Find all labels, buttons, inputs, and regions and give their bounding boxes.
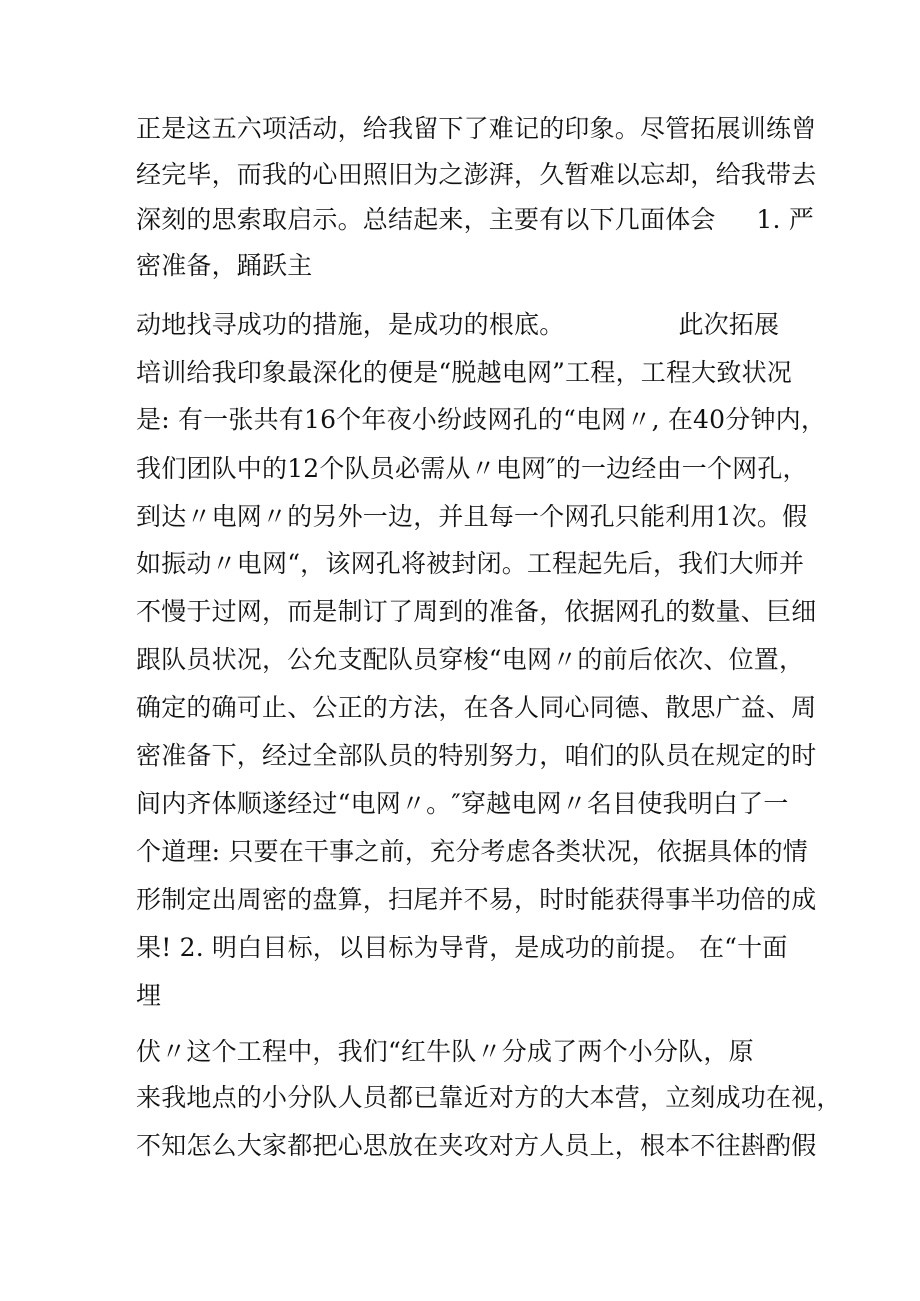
text-line: 正是这五六项活动，给我留下了难记的印象。尽管拓展训练曾 bbox=[136, 114, 817, 143]
text-line: 密准备，踊跃主 bbox=[136, 251, 313, 280]
text-line: 到达〃电网〃的另外一边，并且每一个网孔只能利用1次。假 bbox=[136, 502, 808, 531]
text-line: 不慢于过网，而是制订了周到的准备，依据网孔的数量、巨细 bbox=[136, 597, 817, 626]
text-line: 间内齐体顺遂经过“电网〃。″穿越电网〃名目使我明白了一 bbox=[136, 789, 789, 818]
text-line: 跟队员状况，公允支配队员穿梭“电网〃的前后依次、位置， bbox=[136, 645, 805, 674]
text-line: 确定的确可止、公正的方法，在各人同心同德、散思广益、周 bbox=[136, 693, 817, 722]
text-line: 果! 2. 明白目标，以目标为导背，是成功的前提。 在“十面 bbox=[136, 933, 788, 962]
text-line: 是: 有一张共有16个年夜小纷歧网孔的“电网〃, 在40分钟内， bbox=[136, 405, 827, 434]
text-line: 如振动〃电网“，该网孔将被封闭。工程起先后，我们大师并 bbox=[136, 549, 805, 578]
text-line: 不知怎么大家都把心思放在夹攻对方人员上，根本不往斟酌假 bbox=[136, 1131, 817, 1160]
text-line: 伏〃这个工程中，我们“红牛队〃分成了两个小分队，原 bbox=[136, 1037, 754, 1066]
text-line: 动地找寻成功的措施，是成功的根底。 此次拓展 bbox=[136, 310, 780, 339]
text-line: 培训给我印象最深化的便是“脱越电网”工程，工程大致状况 bbox=[136, 358, 792, 387]
text-line: 来我地点的小分队人员都已靠近对方的大本营，立刻成功在视， bbox=[136, 1083, 842, 1112]
text-line: 密准备下，经过全部队员的特别努力，咱们的队员在规定的时 bbox=[136, 741, 817, 770]
text-line: 深刻的思索取启示。总结起来，主要有以下几面体会 1. 严 bbox=[136, 205, 814, 234]
text-line: 形制定出周密的盘算，扫尾并不易，时时能获得事半功倍的成 bbox=[136, 885, 817, 914]
text-line: 埋 bbox=[136, 981, 162, 1010]
text-line: 我们团队中的12个队员必需从〃电网″的一边经由一个网孔， bbox=[136, 454, 808, 483]
text-line: 经完毕，而我的心田照旧为之澎湃，久暂难以忘却，给我带去 bbox=[136, 160, 817, 189]
text-line: 个道理: 只要在干事之前，充分考虑各类状况，依据具体的情 bbox=[136, 837, 808, 866]
